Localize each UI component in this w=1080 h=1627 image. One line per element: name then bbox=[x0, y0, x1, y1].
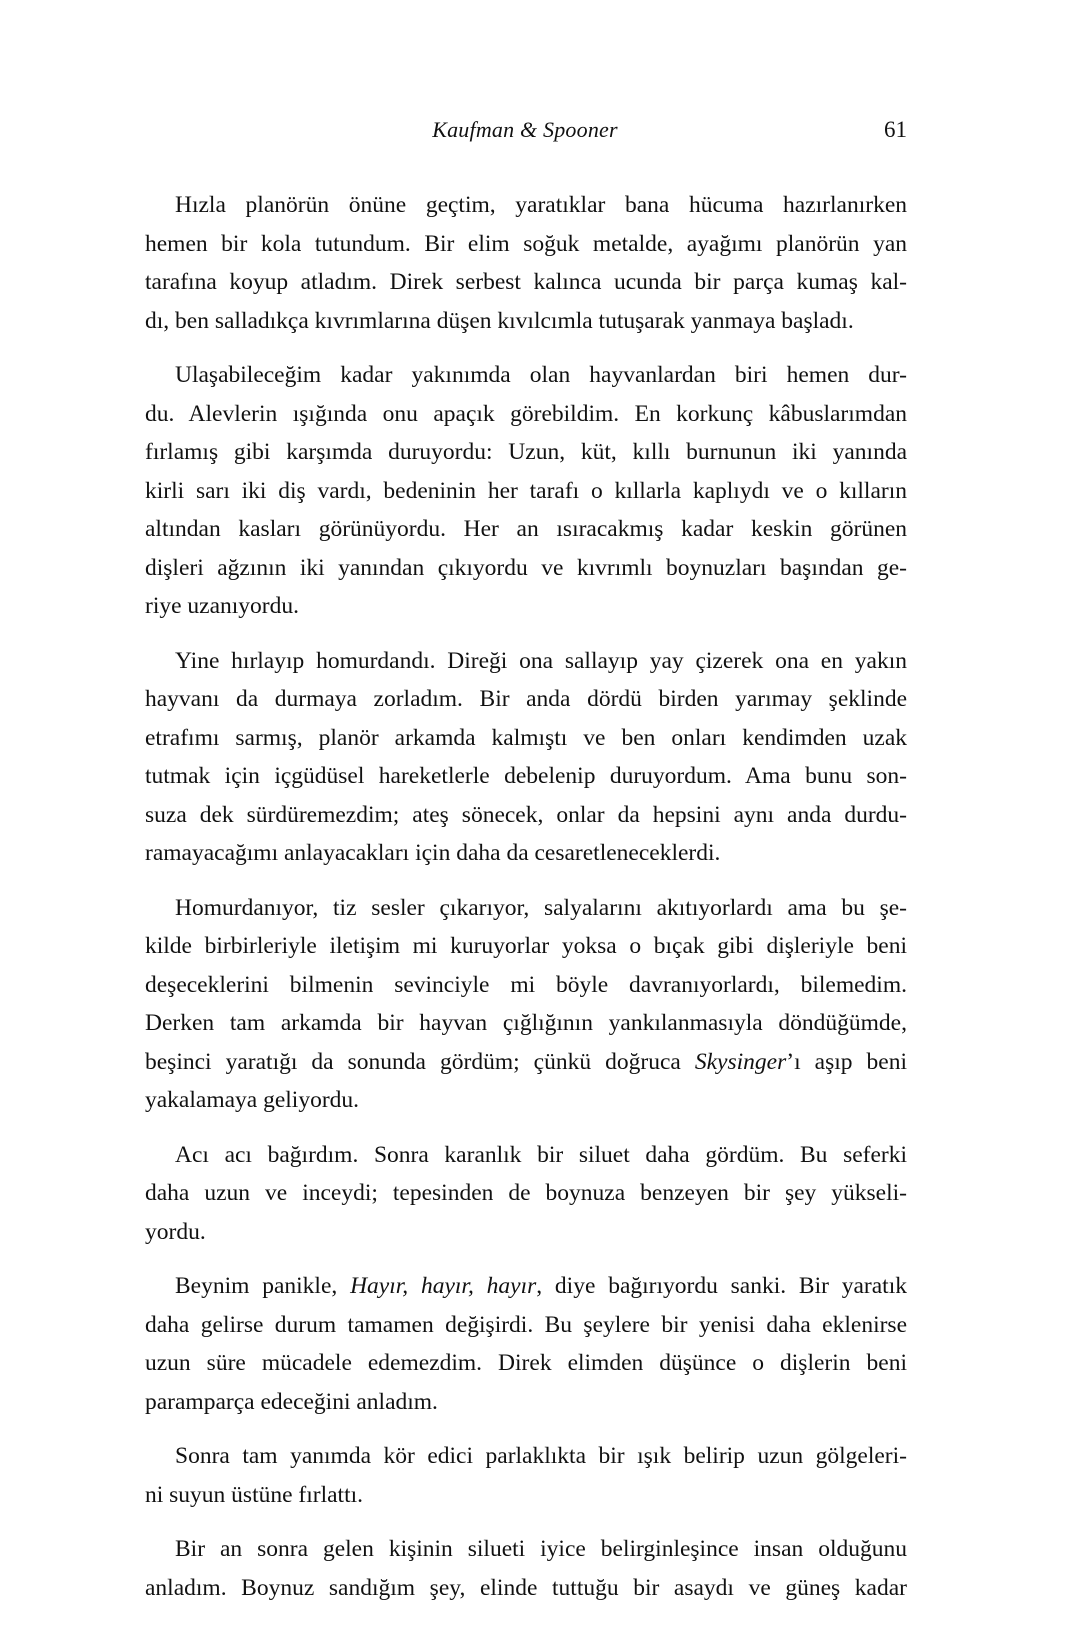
text-line: altından kasları görünüyordu. Her an ısıracakmış kadar keskin görünen bbox=[145, 516, 907, 542]
text-line: Hızla planörün önüne geçtim, yaratıklar bana hücuma hazırlanırken bbox=[175, 192, 907, 218]
text-line: kirli sarı iki diş vardı, bedeninin her tarafı o kıllarla kaplıydı ve o kılların bbox=[145, 477, 907, 504]
text-line: riye uzanıyordu. bbox=[145, 593, 300, 619]
text-line: deşeceklerini bilmenin sevinciyle mi böyle davranıyorlardı, bilemedim. bbox=[145, 971, 907, 998]
text-run: Beynim panikle, bbox=[175, 1273, 351, 1299]
paragraph-3 bbox=[145, 642, 907, 873]
paragraph-4 bbox=[145, 889, 907, 1120]
text-line: yordu. bbox=[145, 1218, 206, 1245]
running-header bbox=[145, 113, 905, 147]
text-line: Sonra tam yanımda kör edici parlaklıkta bir ışık belirip uzun gölgeleri- bbox=[175, 1443, 907, 1469]
text-line: kilde birbirleriyle iletişim mi kuruyorlar yoksa o bıçak gibi dişleriyle beni bbox=[145, 933, 907, 959]
page-number: 61 bbox=[884, 117, 907, 142]
paragraph-6 bbox=[145, 1267, 907, 1421]
paragraph-2 bbox=[145, 356, 907, 626]
paragraph-7 bbox=[145, 1437, 907, 1514]
text-line: paramparça edeceğini anladım. bbox=[145, 1388, 438, 1415]
running-title: Kaufman & Spooner bbox=[432, 117, 618, 142]
text-line: Bir an sonra gelen kişinin silueti iyice belirginleşince insan olduğunu bbox=[175, 1536, 907, 1562]
text-line: daha uzun ve inceydi; tepesinden de boynuza benzeyen bir şey yükseli- bbox=[145, 1180, 907, 1206]
text-line: anladım. Boynuz sandığım şey, elinde tuttuğu bir asaydı ve güneş kadar bbox=[145, 1574, 907, 1601]
text-run: beşinci yaratığı da sonunda gördüm; çünkü doğruca bbox=[145, 1048, 695, 1075]
text-line: Acı acı bağırdım. Sonra karanlık bir siluet daha gördüm. Bu seferki bbox=[175, 1141, 907, 1168]
text-line: yakalamaya geliyordu. bbox=[145, 1087, 360, 1113]
text-line: hayvanı da durmaya zorladım. Bir anda dördü birden yarımay şeklinde bbox=[145, 686, 907, 712]
text-line: daha gelirse durum tamamen değişirdi. Bu şeylere bir yenisi daha eklenirse bbox=[145, 1311, 907, 1338]
text-line: hemen bir kola tutundum. Bir elim soğuk metalde, ayağımı planörün yan bbox=[145, 230, 907, 257]
text-line: ni suyun üstüne fırlattı. bbox=[145, 1481, 364, 1508]
text-line: dı, ben salladıkça kıvrımlarına düşen kıvılcımla tutuşarak yanmaya başladı. bbox=[145, 307, 854, 334]
paragraph-8 bbox=[145, 1530, 907, 1607]
paragraph-1 bbox=[145, 186, 907, 340]
italic-ship-name: Skysinger bbox=[694, 1048, 787, 1075]
italic-thought: Hayır, hayır, hayır bbox=[350, 1273, 537, 1299]
text-line: dişleri ağzının iki yanından çıkıyordu ve kıvrımlı boynuzları başından ge- bbox=[145, 554, 907, 581]
text-line-with-italic bbox=[145, 1267, 907, 1306]
text-run: ’ı aşıp beni bbox=[786, 1048, 907, 1075]
text-line: Homurdanıyor, tiz sesler çıkarıyor, salyalarını akıtıyorlardı ama bu şe- bbox=[175, 894, 907, 921]
text-line: du. Alevlerin ışığında onu apaçık görebildim. En korkunç kâbuslarımdan bbox=[145, 400, 907, 427]
text-line: tutmak için içgüdüsel hareketlerle debelenip duruyordum. Ama bunu son- bbox=[145, 763, 907, 789]
body-text bbox=[145, 186, 907, 1623]
text-line: Derken tam arkamda bir hayvan çığlığının yankılanmasıyla döndüğümde, bbox=[145, 1010, 907, 1036]
text-line: Yine hırlayıp homurdandı. Direği ona sallayıp yay çizerek ona en yakın bbox=[175, 647, 907, 674]
text-line: ramayacağımı anlayacakları için daha da cesaretleneceklerdi. bbox=[145, 840, 721, 866]
text-line: fırlamış gibi karşımda duruyordu: Uzun, küt, kıllı burnunun iki yanında bbox=[145, 439, 907, 465]
text-line: Ulaşabileceğim kadar yakınımda olan hayvanlardan biri hemen dur- bbox=[175, 362, 907, 388]
text-line: tarafına koyup atladım. Direk serbest kalınca ucunda bir parça kumaş kal- bbox=[145, 269, 907, 295]
text-line-with-italic bbox=[145, 1043, 907, 1082]
text-line: uzun süre mücadele edemezdim. Direk elimden düşünce o dişlerin beni bbox=[145, 1350, 907, 1376]
paragraph-5 bbox=[145, 1136, 907, 1252]
text-line: etrafımı sarmış, planör arkamda kalmıştı ve ben onları kendimden uzak bbox=[145, 724, 907, 751]
text-line: suza dek sürdüremezdim; ateş sönecek, onlar da hepsini aynı anda durdu- bbox=[145, 801, 907, 828]
text-run: , diye bağırıyordu sanki. Bir yaratık bbox=[536, 1273, 907, 1299]
